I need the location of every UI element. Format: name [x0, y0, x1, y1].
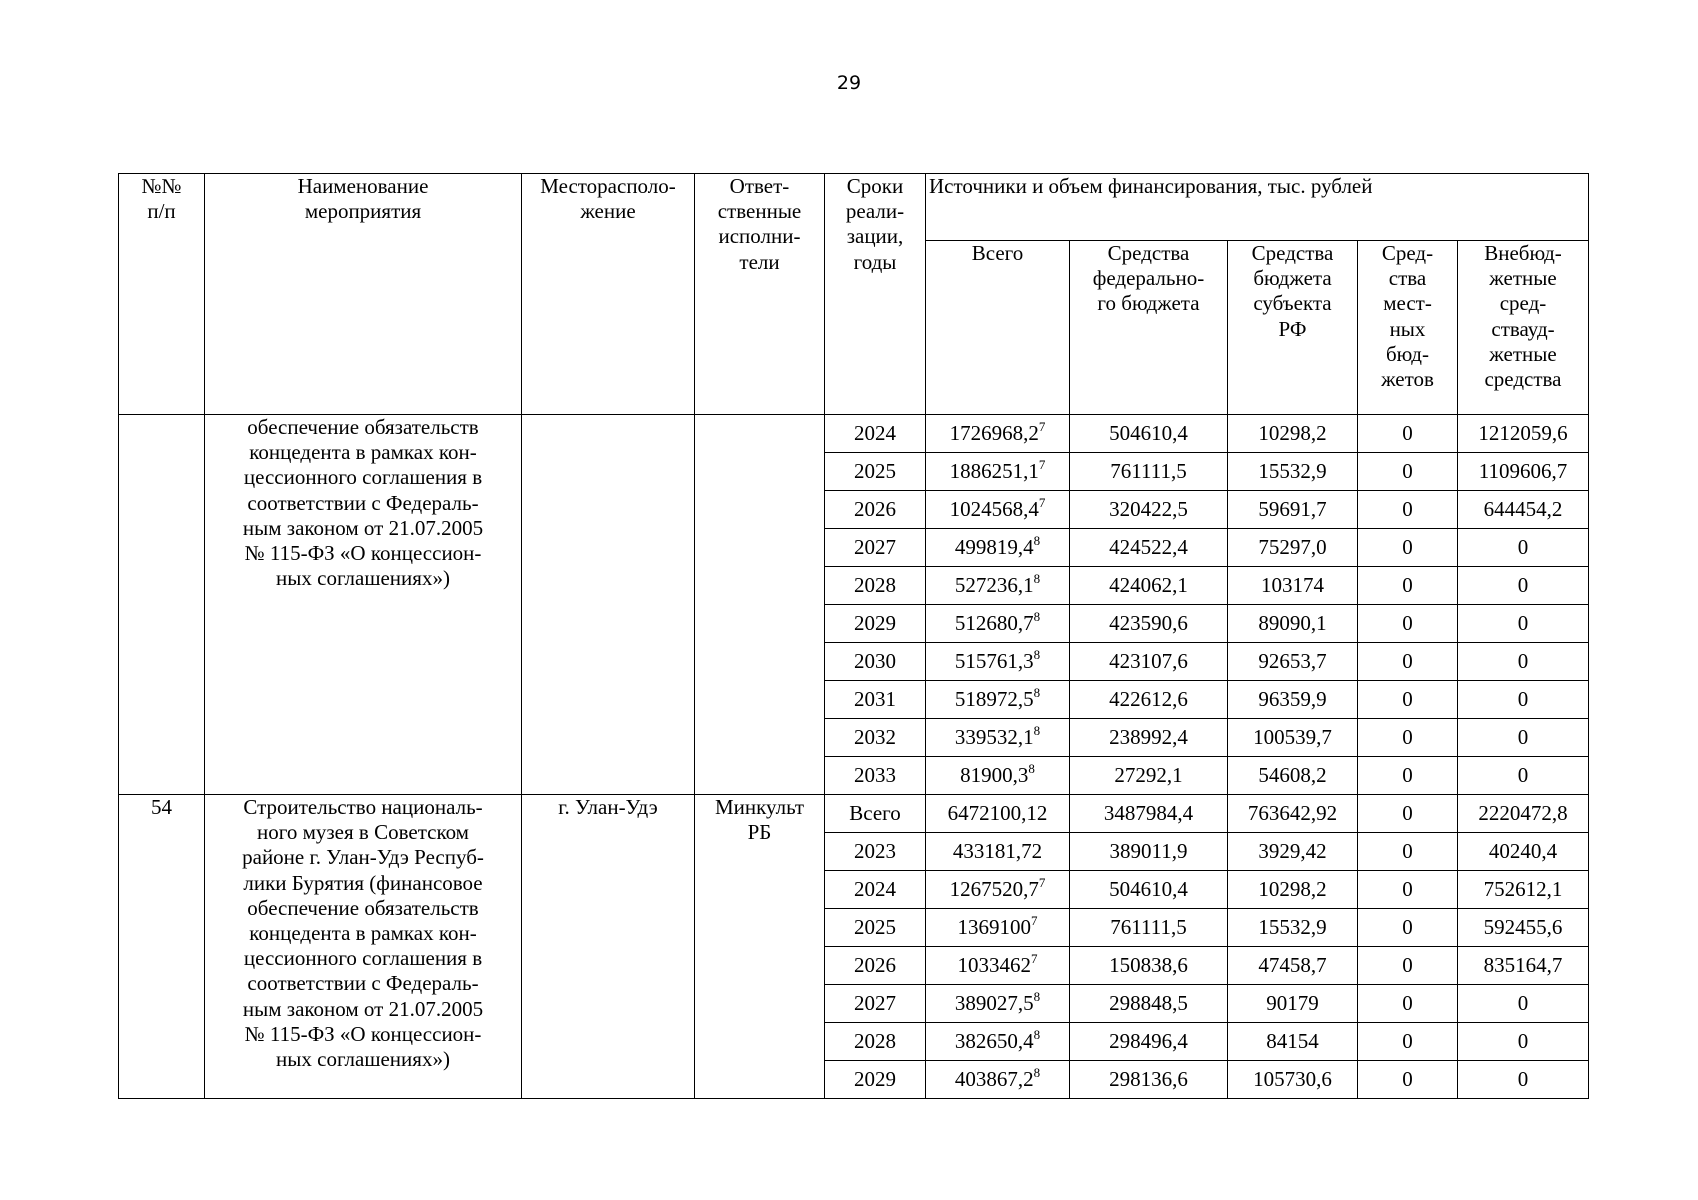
header-location [522, 174, 695, 415]
cell-extra: 0 [1458, 681, 1589, 719]
table-row [119, 795, 1589, 833]
cell-year: 2029 [825, 1061, 926, 1099]
cell-extra: 0 [1458, 1023, 1589, 1061]
header-line: жение [580, 199, 636, 224]
cell-regional: 59691,7 [1228, 491, 1358, 529]
description-line: ных соглашениях») [276, 566, 450, 591]
header-line: Наименование [297, 174, 429, 198]
header-line: мест- [1383, 291, 1432, 316]
total-value: 1886251,1 [949, 458, 1039, 483]
cell-extra: 1109606,7 [1458, 453, 1589, 491]
header-extra [1458, 241, 1589, 415]
cell-extra: 0 [1458, 1061, 1589, 1099]
cell-total [926, 491, 1070, 529]
header-line: ствауд- [1491, 316, 1555, 341]
cell-local: 0 [1358, 491, 1458, 529]
total-value: 1033462 [957, 952, 1031, 977]
total-value: 1267520,7 [949, 876, 1039, 901]
total-value: 1024568,4 [949, 496, 1039, 521]
description-line: ным законом от 21.07.2005 [242, 996, 484, 1021]
total-value: 527236,1 [954, 572, 1034, 597]
total-value: 499819,4 [954, 534, 1034, 559]
description-line: ного музея в Советском [257, 820, 469, 845]
cell-year: 2024 [825, 415, 926, 453]
cell-extra: 752612,1 [1458, 871, 1589, 909]
cell-local: 0 [1358, 643, 1458, 681]
cell-year: 2033 [825, 757, 926, 795]
cell-federal: 761111,5 [1070, 909, 1228, 947]
cell-regional: 15532,9 [1228, 453, 1358, 491]
cell-federal: 298496,4 [1070, 1023, 1228, 1061]
cell-year: 2024 [825, 871, 926, 909]
cell-total [926, 757, 1070, 795]
cell-federal: 422612,6 [1070, 681, 1228, 719]
page-number: 29 [836, 72, 862, 94]
header-regional [1228, 241, 1358, 415]
header-line: го бюджета [1097, 291, 1200, 316]
cell-total [926, 567, 1070, 605]
cell-federal: 504610,4 [1070, 415, 1228, 453]
cell-regional: 15532,9 [1228, 909, 1358, 947]
footnote-mark: 7 [1031, 950, 1038, 966]
table-body [119, 415, 1589, 1099]
footnote-mark: 8 [1033, 570, 1041, 586]
cell-regional: 90179 [1228, 985, 1358, 1023]
header-line: Ответ- [729, 174, 790, 198]
description-line: концедента в рамках кон- [249, 440, 477, 465]
cell-extra: 2220472,8 [1458, 795, 1589, 833]
header-line: мероприятия [304, 199, 422, 224]
footnote-mark: 8 [1033, 1026, 1041, 1042]
description-line: соответствии с Федераль- [247, 490, 479, 515]
cell-regional: 100539,7 [1228, 719, 1358, 757]
cell-total [926, 415, 1070, 453]
footnote-mark: 7 [1038, 874, 1046, 890]
cell-local: 0 [1358, 833, 1458, 871]
cell-total [926, 985, 1070, 1023]
cell-regional: 3929,42 [1228, 833, 1358, 871]
header-line: бюд- [1386, 341, 1429, 366]
total-value: 518972,5 [954, 686, 1034, 711]
description-line: концедента в рамках кон- [249, 920, 477, 945]
cell-year: 2027 [825, 529, 926, 567]
header-line: Внебюд- [1484, 241, 1562, 265]
cell-year: Всего [825, 795, 926, 833]
header-name [205, 174, 522, 415]
total-value: 81900,3 [960, 762, 1029, 787]
cell-extra: 644454,2 [1458, 491, 1589, 529]
cell-total [926, 833, 1070, 871]
cell-federal: 424522,4 [1070, 529, 1228, 567]
cell-local: 0 [1358, 567, 1458, 605]
cell-location: г. Улан-Удэ [522, 795, 695, 1099]
header-line: Месторасполо- [540, 174, 676, 198]
cell-federal: 320422,5 [1070, 491, 1228, 529]
cell-federal: 424062,1 [1070, 567, 1228, 605]
total-value: 403867,2 [954, 1066, 1034, 1091]
description-line: Строительство националь- [243, 795, 483, 819]
cell-local: 0 [1358, 453, 1458, 491]
cell-local: 0 [1358, 1023, 1458, 1061]
cell-local: 0 [1358, 605, 1458, 643]
header-line: жетов [1381, 366, 1434, 391]
cell-year: 2027 [825, 985, 926, 1023]
header-line: жетные [1489, 266, 1557, 291]
cell-local: 0 [1358, 415, 1458, 453]
footnote-mark: 7 [1038, 456, 1046, 472]
cell-extra: 0 [1458, 605, 1589, 643]
header-federal [1070, 241, 1228, 415]
financing-table [118, 173, 1589, 1099]
cell-total [926, 719, 1070, 757]
description-line: ным законом от 21.07.2005 [242, 515, 484, 540]
cell-total [926, 795, 1070, 833]
table-row [119, 415, 1589, 453]
header-responsible [695, 174, 825, 415]
cell-local: 0 [1358, 909, 1458, 947]
cell-local: 0 [1358, 795, 1458, 833]
header-line: №№ [141, 174, 182, 198]
footnote-mark: 8 [1033, 646, 1041, 662]
total-value: 389027,5 [954, 990, 1034, 1015]
cell-regional: 89090,1 [1228, 605, 1358, 643]
cell-total [926, 1061, 1070, 1099]
description-line: цессионного соглашения в [243, 465, 483, 490]
header-line: ных [1389, 316, 1426, 341]
cell-extra: 1212059,6 [1458, 415, 1589, 453]
description-line: ных соглашениях») [276, 1046, 450, 1071]
header-line: субъекта [1253, 291, 1332, 316]
cell-regional: 105730,6 [1228, 1061, 1358, 1099]
description-line: обеспечение обязательств [247, 895, 479, 920]
cell-extra: 0 [1458, 529, 1589, 567]
footnote-mark: 8 [1033, 684, 1041, 700]
responsible-line: Минкульт [714, 795, 805, 819]
cell-year: 2026 [825, 947, 926, 985]
cell-total [926, 909, 1070, 947]
cell-federal: 150838,6 [1070, 947, 1228, 985]
cell-location [522, 415, 695, 795]
header-line: бюджета [1253, 266, 1332, 291]
cell-total [926, 681, 1070, 719]
header-line: жетные [1489, 341, 1557, 366]
total-value: 339532,1 [954, 724, 1034, 749]
header-line: ства [1388, 266, 1427, 291]
footnote-mark: 8 [1033, 608, 1041, 624]
cell-total [926, 947, 1070, 985]
total-value: 433181,72 [952, 838, 1043, 863]
cell-total [926, 643, 1070, 681]
cell-local: 0 [1358, 757, 1458, 795]
footnote-mark: 7 [1038, 418, 1046, 434]
cell-year: 2025 [825, 909, 926, 947]
cell-federal: 298136,6 [1070, 1061, 1228, 1099]
cell-federal: 761111,5 [1070, 453, 1228, 491]
cell-federal: 3487984,4 [1070, 795, 1228, 833]
cell-regional: 92653,7 [1228, 643, 1358, 681]
header-years [825, 174, 926, 415]
cell-extra: 40240,4 [1458, 833, 1589, 871]
footnote-mark: 8 [1033, 1064, 1041, 1080]
cell-federal: 389011,9 [1070, 833, 1228, 871]
header-line: Сред- [1381, 241, 1434, 265]
cell-responsible [695, 415, 825, 795]
cell-num: 54 [119, 795, 205, 1099]
cell-responsible [695, 795, 825, 1099]
footnote-mark: 8 [1033, 532, 1041, 548]
description-line: обеспечение обязательств [247, 415, 479, 439]
cell-regional: 763642,92 [1228, 795, 1358, 833]
header-line: федерально- [1092, 266, 1205, 291]
footnote-mark: 7 [1031, 912, 1038, 928]
header-line: исполни- [718, 224, 801, 249]
cell-local: 0 [1358, 947, 1458, 985]
header-line: сред- [1499, 291, 1547, 316]
cell-regional: 96359,9 [1228, 681, 1358, 719]
header-line: реали- [845, 199, 905, 224]
cell-local: 0 [1358, 985, 1458, 1023]
total-value: 6472100,12 [947, 800, 1048, 825]
cell-extra: 835164,7 [1458, 947, 1589, 985]
cell-federal: 423107,6 [1070, 643, 1228, 681]
cell-local: 0 [1358, 529, 1458, 567]
cell-year: 2028 [825, 567, 926, 605]
header-num [119, 174, 205, 415]
description-line: цессионного соглашения в [243, 946, 483, 971]
cell-regional: 75297,0 [1228, 529, 1358, 567]
cell-federal: 504610,4 [1070, 871, 1228, 909]
cell-local: 0 [1358, 719, 1458, 757]
cell-regional: 10298,2 [1228, 415, 1358, 453]
cell-year: 2029 [825, 605, 926, 643]
cell-federal: 298848,5 [1070, 985, 1228, 1023]
cell-year: 2023 [825, 833, 926, 871]
header-line: Средства [1107, 241, 1190, 265]
header-local [1358, 241, 1458, 415]
cell-regional: 103174 [1228, 567, 1358, 605]
total-value: 382650,4 [954, 1028, 1034, 1053]
header-line: п/п [147, 199, 176, 224]
cell-total [926, 529, 1070, 567]
cell-extra: 0 [1458, 567, 1589, 605]
header-line: зации, [846, 224, 904, 249]
total-value: 512680,7 [954, 610, 1034, 635]
description-line: районе г. Улан-Удэ Респуб- [242, 845, 484, 870]
cell-local: 0 [1358, 871, 1458, 909]
cell-federal: 238992,4 [1070, 719, 1228, 757]
cell-extra: 0 [1458, 643, 1589, 681]
header-line: годы [853, 249, 897, 274]
table-header [119, 174, 1589, 415]
cell-regional: 10298,2 [1228, 871, 1358, 909]
cell-num [119, 415, 205, 795]
footnote-mark: 7 [1038, 494, 1046, 510]
header-sources: Источники и объем финансирования, тыс. рублей [926, 174, 1589, 241]
cell-total [926, 1023, 1070, 1061]
description-line: соответствии с Федераль- [247, 971, 479, 996]
cell-year: 2030 [825, 643, 926, 681]
cell-local: 0 [1358, 1061, 1458, 1099]
header-total: Всего [926, 241, 1070, 415]
responsible-line: РБ [747, 820, 772, 845]
description-line: лики Бурятия (финансовое [243, 870, 483, 895]
cell-total [926, 605, 1070, 643]
cell-description [205, 795, 522, 1099]
header-line: средства [1484, 366, 1562, 391]
total-value: 1369100 [957, 914, 1031, 939]
total-value: 515761,3 [954, 648, 1034, 673]
cell-year: 2031 [825, 681, 926, 719]
header-line: РФ [1278, 316, 1307, 341]
cell-year: 2025 [825, 453, 926, 491]
cell-extra: 0 [1458, 985, 1589, 1023]
footnote-mark: 8 [1033, 988, 1041, 1004]
header-line: тели [739, 249, 780, 274]
header-line: Сроки [846, 174, 904, 198]
description-line: № 115-ФЗ «О концессион- [244, 1021, 482, 1046]
cell-year: 2032 [825, 719, 926, 757]
description-line: № 115-ФЗ «О концессион- [244, 540, 482, 565]
cell-total [926, 871, 1070, 909]
cell-regional: 54608,2 [1228, 757, 1358, 795]
cell-federal: 423590,6 [1070, 605, 1228, 643]
header-line: ственные [717, 199, 802, 224]
footnote-mark: 8 [1028, 760, 1035, 776]
cell-year: 2028 [825, 1023, 926, 1061]
cell-total [926, 453, 1070, 491]
cell-local: 0 [1358, 681, 1458, 719]
total-value: 1726968,2 [949, 420, 1039, 445]
header-line: Средства [1251, 241, 1334, 265]
cell-regional: 47458,7 [1228, 947, 1358, 985]
cell-description [205, 415, 522, 795]
footnote-mark: 8 [1033, 722, 1041, 738]
cell-extra: 592455,6 [1458, 909, 1589, 947]
cell-extra: 0 [1458, 757, 1589, 795]
cell-federal: 27292,1 [1070, 757, 1228, 795]
cell-regional: 84154 [1228, 1023, 1358, 1061]
cell-extra: 0 [1458, 719, 1589, 757]
cell-year: 2026 [825, 491, 926, 529]
